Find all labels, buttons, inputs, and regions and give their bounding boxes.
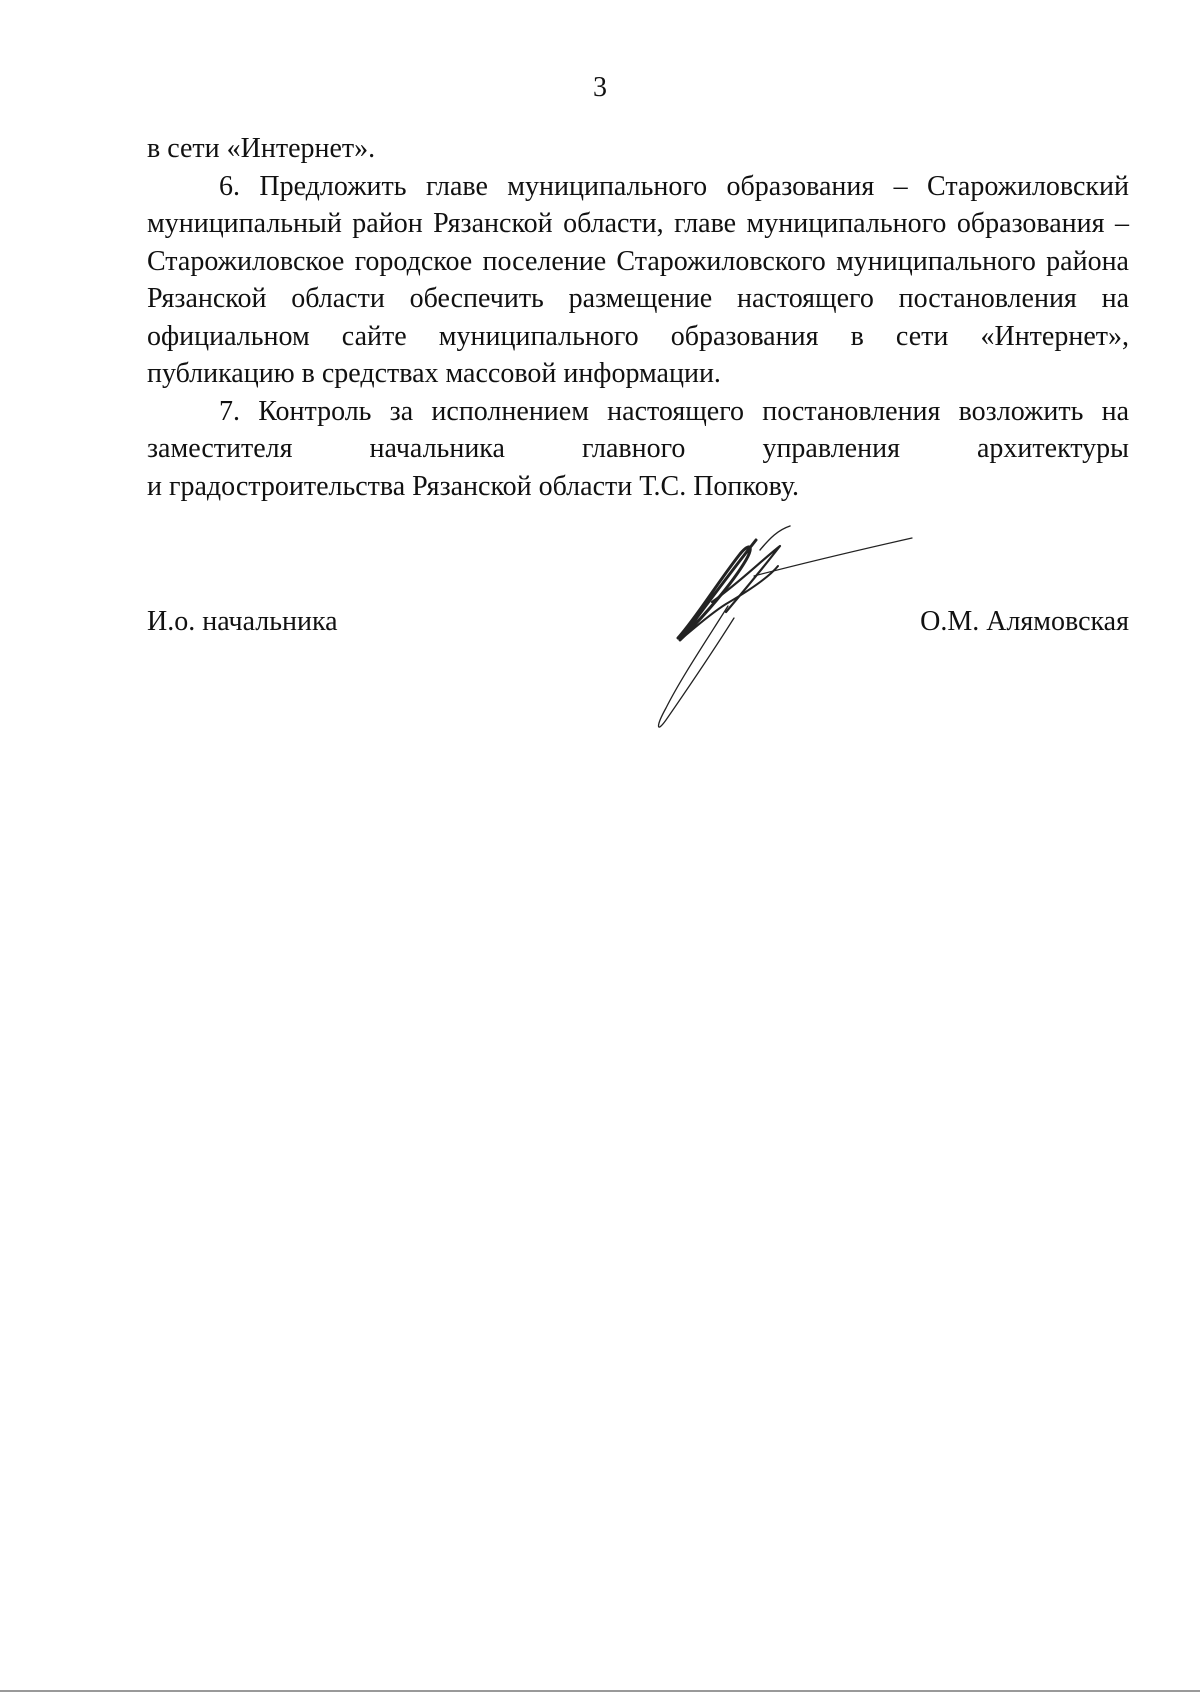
continuation-line: в сети «Интернет».	[147, 133, 376, 164]
signature-row	[147, 604, 1129, 644]
item-7-tail-line: и градостроительства Рязанской области Т.С. Попкову.	[147, 470, 800, 502]
signatory-title: И.о. начальника	[147, 606, 338, 637]
signatory-name: О.М. Алямовская	[920, 606, 1129, 637]
page-bottom-edge	[0, 1690, 1200, 1692]
item-7-paragraph: 7. Контроль за исполнением настоящего постановления возложить на заместителя начальника главного управления архитектуры	[147, 395, 1129, 464]
item-6-paragraph: 6. Предложить главе муниципального образования – Старожиловский муниципальный район Рязанской области, главе муниципального образования – Старожиловское городское поселение Старожиловского муниципального района Рязанской области обеспечить размещение настоящего постановления на официальном сайте муниципального образования в сети «Интернет», публикацию в средствах массовой информации.	[147, 170, 1129, 389]
document-body	[147, 130, 1129, 505]
page-number: 3	[593, 72, 607, 103]
